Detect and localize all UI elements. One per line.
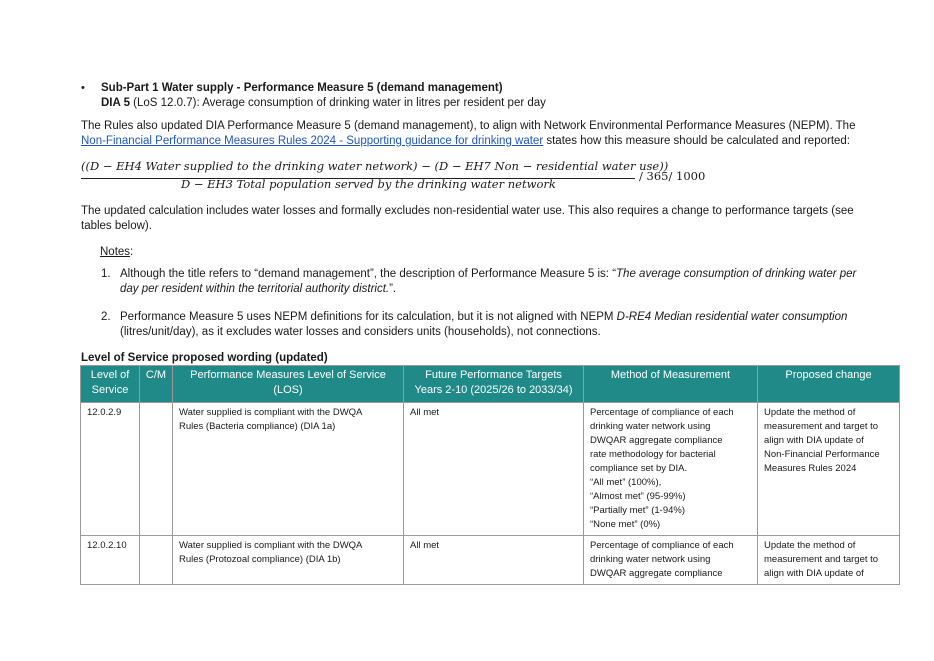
note-2-number: 2. <box>101 311 111 323</box>
pm-line: Water supplied is compliant with the DWQA <box>179 407 363 418</box>
method-line: rate methodology for bacterial <box>590 449 716 460</box>
cell-target: All met <box>404 536 584 585</box>
note-1-line-1 <box>120 267 856 282</box>
pm-line: Rules (Protozoal compliance) (DIA 1b) <box>179 554 341 565</box>
note-1-number: 1. <box>101 268 111 280</box>
note-1-closing: ”. <box>389 283 397 295</box>
pm-line: Water supplied is compliant with the DWQA <box>179 540 363 551</box>
formula-numerator: ((D − EH4 Water supplied to the drinking water network) − (D − EH7 Non − residential water use)) <box>81 159 669 173</box>
cell-target: All met <box>404 403 584 536</box>
method-line: “None met” (0%) <box>590 519 661 530</box>
note-1-quote-end: day per resident within the territorial authority district. <box>120 283 390 295</box>
updated-line-2: tables below). <box>81 220 152 232</box>
method-line: “Partially met” (1-94%) <box>590 505 686 516</box>
header-fpt-line-2: Years 2-10 (2025/26 to 2033/34) <box>414 384 573 396</box>
change-line: measurement and target to <box>764 421 879 432</box>
pm-line: Rules (Bacteria compliance) (DIA 1a) <box>179 421 336 432</box>
method-line: drinking water network using <box>590 421 711 432</box>
cell-proposed-change <box>758 536 900 585</box>
table-row <box>81 403 900 536</box>
los-table <box>80 365 900 585</box>
header-level-of-service <box>81 366 140 403</box>
note-1-quote-start: The average consumption of drinking water per <box>616 268 857 280</box>
notes-title-colon: : <box>130 246 134 258</box>
header-los-line-2: Service <box>91 384 129 396</box>
intro-line-1: The Rules also updated DIA Performance Measure 5 (demand management), to align with Network Environmental Performance Measures (NEPM). The <box>81 120 856 132</box>
cell-los: 12.0.2.9 <box>81 403 140 536</box>
cell-proposed-change <box>758 403 900 536</box>
updated-line-1: The updated calculation includes water losses and formally excludes non-residential water use. This also requires a change to performance targets (see <box>81 205 854 217</box>
header-fpt-line-1: Future Performance Targets <box>425 369 562 381</box>
change-line: align with DIA update of <box>764 435 864 446</box>
cell-cm <box>140 536 173 585</box>
note-1-line-2 <box>120 282 396 297</box>
change-line: align with DIA update of <box>764 568 864 579</box>
method-line: “All met” (100%), <box>590 477 662 488</box>
table-header-row <box>81 366 900 403</box>
intro-line-2-rest: states how this measure should be calculated and reported: <box>543 135 851 147</box>
intro-line-2 <box>81 134 850 149</box>
cell-performance-measure <box>173 536 404 585</box>
change-line: Non-Financial Performance <box>764 449 880 460</box>
header-cm: C/M <box>140 366 173 403</box>
table-row <box>81 536 900 585</box>
change-line: measurement and target to <box>764 554 879 565</box>
formula-suffix: / 365/ 1000 <box>639 169 706 183</box>
dia-description: (LoS 12.0.7): Average consumption of drinking water in litres per resident per day <box>129 97 546 109</box>
section-heading: Sub-Part 1 Water supply - Performance Measure 5 (demand management) <box>101 82 503 94</box>
cell-method <box>584 403 758 536</box>
method-line: drinking water network using <box>590 554 711 565</box>
note-2-plain: Performance Measure 5 uses NEPM definitions for its calculation, but it is not aligned with NEPM <box>120 311 617 323</box>
dia-line <box>101 96 546 111</box>
dia-label: DIA 5 <box>101 97 130 109</box>
notes-title-text: Notes <box>100 246 131 258</box>
header-pm-line-1: Performance Measures Level of Service <box>190 369 386 381</box>
change-line: Update the method of <box>764 407 856 418</box>
formula-denominator: D − EH3 Total population served by the drinking water network <box>181 177 556 191</box>
table-title: Level of Service proposed wording (updated) <box>81 352 328 364</box>
method-line: DWQAR aggregate compliance <box>590 568 723 579</box>
header-method: Method of Measurement <box>584 366 758 403</box>
notes-title <box>100 245 133 260</box>
method-line: DWQAR aggregate compliance <box>590 435 723 446</box>
bullet-marker: • <box>81 82 85 94</box>
method-line: “Almost met” (95-99%) <box>590 491 686 502</box>
method-line: compliance set by DIA. <box>590 463 688 474</box>
header-los-line-1: Level of <box>90 369 130 381</box>
method-line: Percentage of compliance of each <box>590 407 734 418</box>
guidance-link[interactable]: Non-Financial Performance Measures Rules 2024 - Supporting guidance for drinking water <box>81 135 544 147</box>
header-future-targets <box>404 366 584 403</box>
method-line: Percentage of compliance of each <box>590 540 734 551</box>
header-proposed-change: Proposed change <box>758 366 900 403</box>
cell-performance-measure <box>173 403 404 536</box>
note-2-measure-name: D-RE4 Median residential water consumption <box>616 311 848 323</box>
cell-method <box>584 536 758 585</box>
cell-cm <box>140 403 173 536</box>
note-1-plain: Although the title refers to “demand management”, the description of Performance Measure 5 is: “ <box>120 268 617 280</box>
note-2-line-1 <box>120 310 847 325</box>
change-line: Update the method of <box>764 540 856 551</box>
header-performance-measures <box>173 366 404 403</box>
cell-los: 12.0.2.10 <box>81 536 140 585</box>
note-2-line-2: (litres/unit/day), as it excludes water losses and considers units (households), not connections. <box>120 326 601 338</box>
change-line: Measures Rules 2024 <box>764 463 857 474</box>
header-pm-line-2: (LOS) <box>273 384 303 396</box>
